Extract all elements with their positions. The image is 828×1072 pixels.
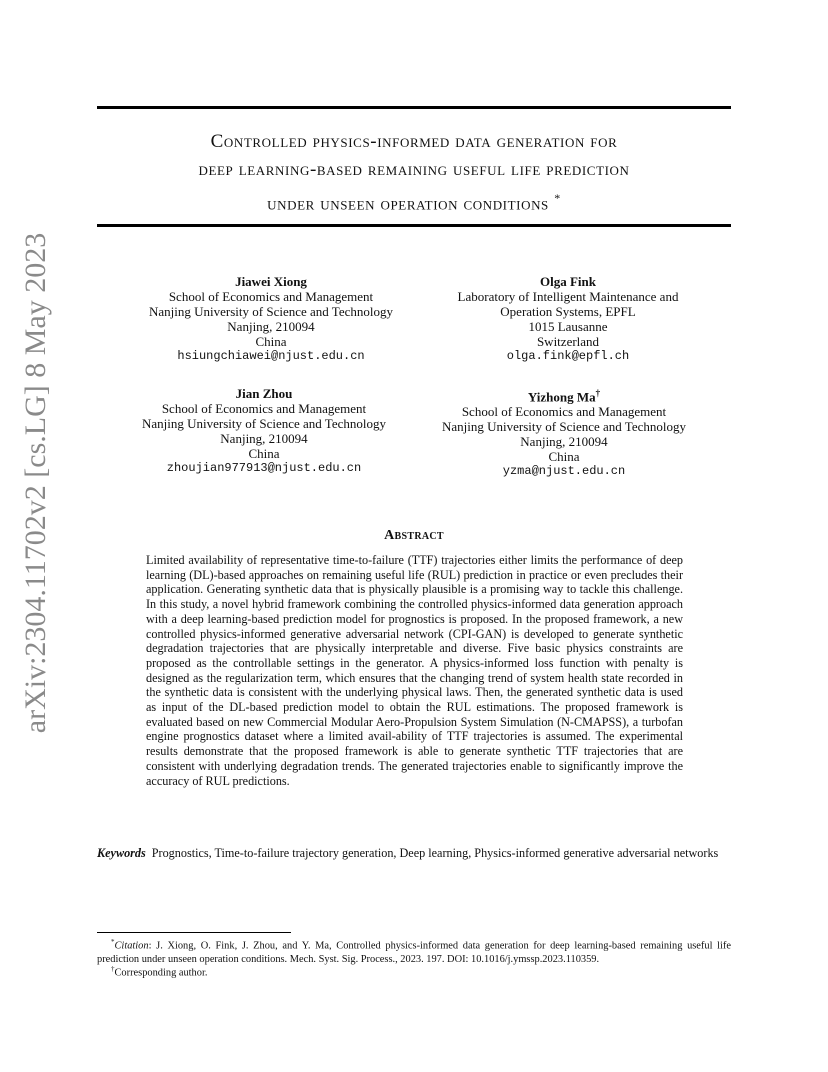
author-address: Nanjing, 210094 [227,319,315,334]
author-name: Jian Zhou [235,386,293,401]
author-affiliation: Laboratory of Intelligent Maintenance and [457,289,679,304]
author-email[interactable]: olga.fink@epfl.ch [506,349,630,363]
author-footnote-mark: † [595,388,601,398]
author-block [418,274,718,364]
keywords-section [97,846,731,861]
author-affiliation: Operation Systems, EPFL [500,304,636,319]
author-name: Olga Fink [540,274,596,289]
title-line-1: ontrolled physics-informed data generation for [223,131,618,152]
author-affiliation: School of Economics and Management [461,404,667,420]
author-email[interactable]: hsiungchiawei@njust.edu.cn [177,349,365,363]
author-address: 1015 Lausanne [528,319,608,334]
author-block [114,386,414,476]
keywords-text: Prognostics, Time-to-failure trajectory generation, Deep learning, Physics-informed generative adversarial networks [151,846,719,860]
author-affiliation: Nanjing University of Science and Technology [149,304,393,319]
keywords-label: Keywords [97,846,146,860]
author-address: Nanjing, 210094 [520,434,608,450]
author-name: Jiawei Xiong [235,274,307,289]
citation-footnote [97,936,731,966]
corresponding-mark: † [111,965,115,973]
author-country: China [548,449,580,465]
paper-title [97,128,731,218]
title-line-2: deep learning-based remaining useful life prediction [198,159,630,180]
author-affiliation: School of Economics and Management [168,289,374,304]
title-footnote-mark: * [554,191,561,205]
author-block [121,274,421,364]
abstract-heading: Abstract [384,528,444,543]
author-block [414,386,714,479]
corresponding-text: Corresponding author. [114,967,208,979]
author-country: Switzerland [536,334,600,349]
author-email[interactable]: yzma@njust.edu.cn [502,464,626,479]
title-rule-bottom [97,224,731,227]
arxiv-identifier: arXiv:2304.11702v2 [cs.LG] 8 May 2023 [19,232,53,733]
author-affiliation: Nanjing University of Science and Technology [442,419,686,435]
author-country: China [248,446,280,461]
author-address: Nanjing, 210094 [220,431,308,446]
title-rule-top [97,106,731,109]
corresponding-footnote [97,963,731,980]
title-initial: C [210,131,224,152]
citation-mark: * [111,938,115,946]
author-affiliation: Nanjing University of Science and Technology [142,416,386,431]
author-email[interactable]: zhoujian977913@njust.edu.cn [166,461,362,475]
arxiv-stamp [18,232,54,733]
footnote-rule [97,932,291,933]
author-affiliation: School of Economics and Management [161,401,367,416]
citation-label: Citation [114,940,149,952]
author-country: China [255,334,287,349]
citation-text: : J. Xiong, O. Fink, J. Zhou, and Y. Ma, Controlled physics-informed data generation for deep learning-based remaining useful life prediction under unseen operation conditions. Mech. Syst. Sig. Process., 2023. 197. DOI: 10.1016/j.ymssp.2023.110359. [97,940,731,965]
author-name: Yizhong Ma [527,389,596,405]
abstract-text: Limited availability of representative time-to-failure (TTF) trajectories either limits the performance of deep learning (DL)-based approaches on remaining useful life (RUL) prediction in practice or even precludes their application. Generating synthetic data that is physically plausible is a promising way to tackle this challenge. In this study, a novel hybrid framework combining the controlled physics-informed data generation approach with a deep learning-based prediction model for prognostics is proposed. In the proposed framework, a new controlled physics-informed generative adversarial network (CPI-GAN) is developed to generate synthetic degradation trajectories that are physically interpretable and diverse. Five basic physics constraints are proposed as the controllable settings in the generator. A physics-informed loss function with penalty is designed as the regularization term, which ensures that the changing trend of system health state recorded in the synthetic data is consistent with the underlying physical laws. Then, the generated synthetic data is used as input of the DL-based prediction model to obtain the RUL estimations. The proposed framework is evaluated based on new Commercial Modular Aero-Propulsion System Simulation (N-CMAPSS), a turbofan engine prognostics dataset where a limited avail-ability of TTF trajectories is assumed. The experimental results demonstrate that the proposed framework is able to generate synthetic TTF trajectories that are consistent with underlying degradation trends. The generated trajectories enable to significantly improve the accuracy of RUL predictions. [146,553,683,788]
title-line-3: under unseen operation conditions [267,193,549,215]
